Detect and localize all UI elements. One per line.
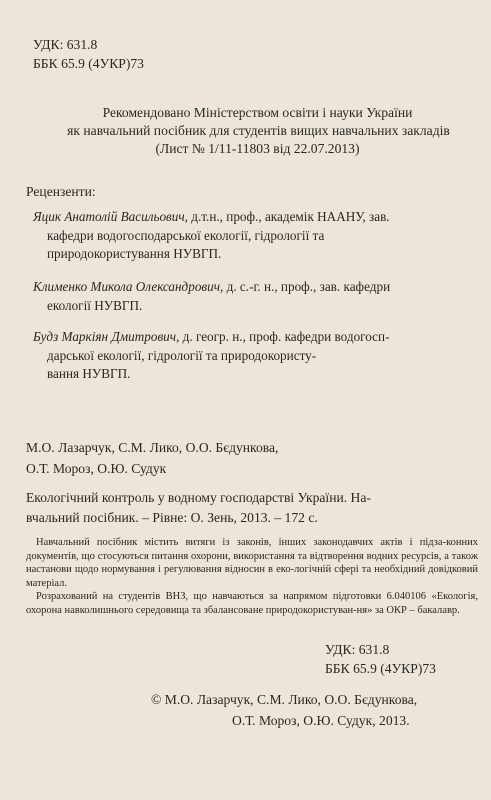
bbk-code-footer: ББК 65.9 (4УКР)73 xyxy=(325,661,436,676)
authors-line-1: М.О. Лазарчук, С.М. Лико, О.О. Бєдункова, xyxy=(26,440,279,455)
reviewer-credentials: природокористування НУВГП. xyxy=(47,246,222,261)
title-line-2: вчальний посібник. – Рівне: О. Зень, 2013. – 172 с. xyxy=(26,510,318,525)
reviewer-credentials: , д.т.н., проф., академік НААНУ, зав. xyxy=(184,209,390,224)
udk-code-footer: УДК: 631.8 xyxy=(325,642,390,657)
title-line-1: Екологічний контроль у водному господарстві України. На- xyxy=(26,490,371,505)
annotation-paragraph-1: Навчальний посібник містить витяги із законів, інших законодавчих актів і підза-конних документів, що стосуються питання охорони, використання та відтворення водних ресурсів, а також настанови щодо нормування і регулювання відносин в еко-логічній сфері та необхідний довідковий матеріал. xyxy=(26,537,478,589)
copyright-line-2: О.Т. Мороз, О.Ю. Судук, 2013. xyxy=(232,713,410,728)
reviewer-credentials: , д. с.-г. н., проф., зав. кафедри xyxy=(220,279,391,294)
recommendation-line-1: Рекомендовано Міністерством освіти і науки України xyxy=(102,105,413,120)
recommendation-line-2: як навчальний посібник для студентів вищих навчальних закладів xyxy=(67,123,450,138)
copyright-line-1: © М.О. Лазарчук, С.М. Лико, О.О. Бєдункова, xyxy=(151,692,418,707)
reviewer-name: Клименко Микола Олександрович xyxy=(33,279,221,294)
authors-line-2: О.Т. Мороз, О.Ю. Судук xyxy=(26,461,167,476)
reviewer-name: Яцик Анатолій Васильович xyxy=(33,209,185,224)
bbk-code: ББК 65.9 (4УКР)73 xyxy=(33,56,144,71)
reviewer-2 xyxy=(33,278,483,315)
reviewer-credentials: екології НУВГП. xyxy=(47,297,143,313)
reviewers-label: Рецензенти: xyxy=(26,184,96,199)
reviewer-3 xyxy=(33,328,483,384)
reviewer-1 xyxy=(33,208,483,264)
reviewer-credentials: кафедри водогосподарської екології, гідрології та xyxy=(47,227,325,243)
annotation-paragraph-2: Розрахований на студентів ВНЗ, що навчаються за напрямом підготовки 6.040106 «Екологія, охорона навколишнього середовища та збалансоване природокористуван-ня» за ОКР – бакалавр. xyxy=(26,591,478,616)
recommendation-line-3: (Лист № 1/11-11803 від 22.07.2013) xyxy=(155,141,360,156)
udk-code: УДК: 631.8 xyxy=(33,37,98,52)
annotation xyxy=(26,536,478,618)
reviewer-name: Будз Маркіян Дмитрович xyxy=(33,329,177,344)
reviewer-credentials: вання НУВГП. xyxy=(47,366,131,381)
reviewer-credentials: дарської екології, гідрології та природокористу- xyxy=(47,347,317,363)
reviewer-credentials: , д. геогр. н., проф. кафедри водогосп- xyxy=(176,329,390,344)
